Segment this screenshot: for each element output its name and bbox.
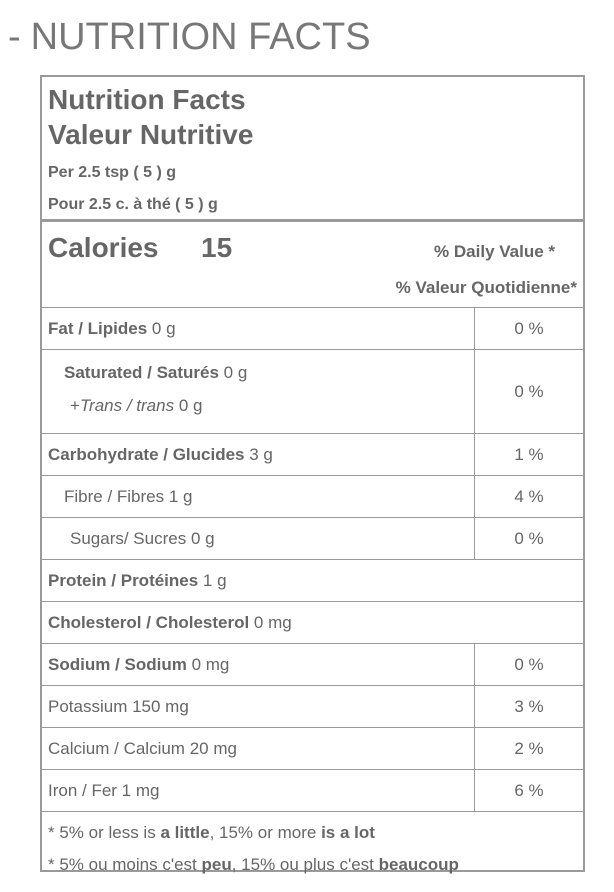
title-english: Nutrition Facts: [48, 84, 246, 115]
daily-value-calcium: 2 %: [514, 738, 544, 758]
nutrient-row-sodium: [42, 644, 583, 686]
nutrient-row-cholesterol: [42, 602, 583, 644]
nutrient-row-iron: [42, 770, 583, 812]
nutrient-trans: +Trans / trans 0 g: [70, 396, 203, 415]
nutrient-iron: Iron / Fer 1 mg: [48, 781, 160, 800]
label-header: [42, 77, 583, 222]
serving-size-english: Per 2.5 tsp ( 5 ) g: [48, 164, 177, 181]
footnote: [42, 812, 583, 880]
nutrient-row-saturated-trans: [42, 350, 583, 434]
daily-value-sodium: 0 %: [514, 654, 544, 674]
nutrient-row-calcium: [42, 728, 583, 770]
section-title: NUTRITION FACTS: [30, 16, 371, 58]
daily-value-fibre: 4 %: [514, 486, 544, 506]
nutrient-row-fibre: [42, 476, 583, 518]
daily-value-potassium: 3 %: [514, 696, 544, 716]
calories-value: 15: [201, 232, 233, 263]
section-header[interactable]: [8, 14, 371, 60]
nutrient-fat: Fat / Lipides 0 g: [48, 319, 176, 338]
nutrient-row-fat: [42, 308, 583, 350]
footnote-english: * 5% or less is a little, 15% or more is a lot: [48, 823, 375, 842]
daily-value-fat: 0 %: [514, 318, 544, 338]
daily-value-header-english: % Daily Value *: [434, 242, 555, 261]
nutrient-fibre: Fibre / Fibres 1 g: [64, 487, 193, 506]
nutrient-sugars: Sugars/ Sucres 0 g: [70, 529, 215, 548]
serving-size-french: Pour 2.5 c. à thé ( 5 ) g: [48, 196, 218, 213]
daily-value-sugars: 0 %: [514, 528, 544, 548]
nutrient-calcium: Calcium / Calcium 20 mg: [48, 739, 237, 758]
daily-value-header-french: % Valeur Quotidienne*: [395, 278, 577, 297]
nutrient-protein: Protein / Protéines 1 g: [48, 571, 227, 590]
nutrient-saturated: Saturated / Saturés 0 g: [64, 363, 248, 382]
nutrient-row-sugars: [42, 518, 583, 560]
calories-label: Calories: [48, 232, 159, 263]
nutrient-row-carbohydrate: [42, 434, 583, 476]
nutrient-carbohydrate: Carbohydrate / Glucides 3 g: [48, 445, 273, 464]
daily-value-carbohydrate: 1 %: [514, 444, 544, 464]
nutrient-sodium: Sodium / Sodium 0 mg: [48, 655, 230, 674]
nutrient-cholesterol: Cholesterol / Cholesterol 0 mg: [48, 613, 292, 632]
nutrient-row-potassium: [42, 686, 583, 728]
title-french: Valeur Nutritive: [48, 119, 254, 150]
daily-value-saturated-trans: 0 %: [514, 381, 544, 401]
calories-row: [42, 222, 583, 308]
nutrient-row-protein: [42, 560, 583, 602]
daily-value-iron: 6 %: [514, 780, 544, 800]
nutrition-facts-table: [40, 75, 585, 872]
nutrient-potassium: Potassium 150 mg: [48, 697, 189, 716]
footnote-french: * 5% ou moins c'est peu, 15% ou plus c'est beaucoup: [48, 855, 459, 874]
collapse-dash-icon[interactable]: -: [8, 16, 21, 58]
